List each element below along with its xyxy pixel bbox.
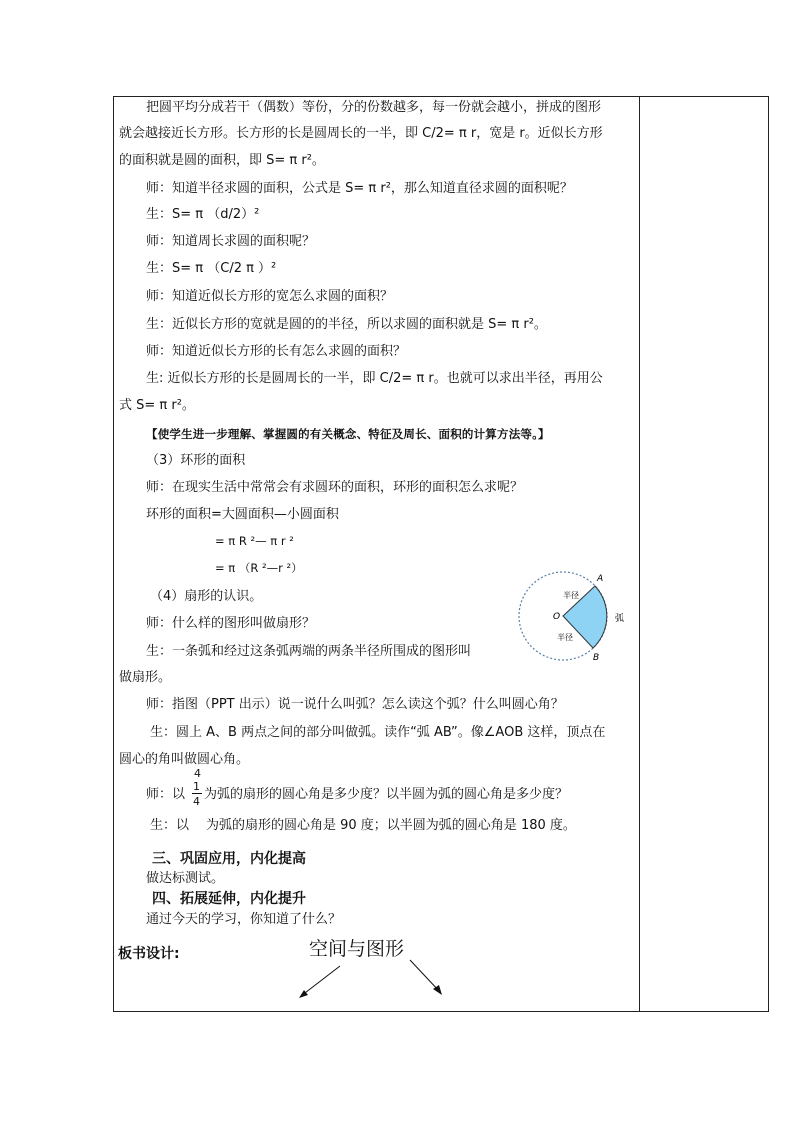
text-line: 生：S= π （C/2 π ）²: [146, 261, 277, 276]
label-radius-bottom: 半径: [557, 633, 573, 642]
right-arrow: [410, 960, 440, 992]
board-title: 空间与图形: [309, 938, 405, 960]
label-O: O: [553, 612, 561, 622]
board-design-label: 板书设计:: [118, 946, 180, 962]
text-line-start: 生：以: [150, 818, 190, 833]
sector-diagram: [517, 568, 642, 664]
text-line: 把圆平均分成若干（偶数）等份，分的份数越多，每一份就会越小，拼成的图形: [146, 100, 602, 115]
section-subtitle: （3）环形的面积: [146, 453, 246, 468]
text-line-start: 师：以: [146, 787, 186, 802]
text-line: 师：知道半径求圆的面积，公式是 S= π r²，那么知道直径求圆的面积呢？: [146, 181, 573, 196]
label-arc: 弧: [615, 614, 625, 624]
formula-line: = π （R ²—r ²）: [215, 561, 303, 575]
label-A: A: [597, 574, 604, 584]
text-line: 生：近似长方形的宽就是圆的的半径，所以求圆的面积就是 S= π r²。: [146, 317, 547, 332]
floating-denominator: 4: [194, 767, 201, 780]
section-subtitle: （4）扇形的认识。: [150, 589, 263, 604]
text-line: 做达标测试。: [146, 871, 225, 886]
text-line: 师：什么样的图形叫做扇形？: [146, 616, 316, 631]
text-line: 师：知道近似长方形的宽怎么求圆的面积？: [146, 289, 394, 304]
text-line: 就会越接近长方形。长方形的长是圆周长的一半，即 C/2= π r，宽是 r。近似长方形: [119, 126, 603, 141]
section-heading: 三、巩固应用，内化提高: [152, 851, 306, 867]
label-radius-top: 半径: [563, 591, 579, 600]
text-line-end: 为弧的扇形的圆心角是多少度？以半圆为弧的圆心角是多少度？: [204, 787, 569, 802]
text-line: 做扇形。: [119, 670, 172, 685]
fraction-denominator: 4: [193, 795, 200, 808]
teaching-note: 【使学生进一步理解、掌握圆的有关概念、特征及周长、面积的计算方法等。】: [146, 427, 550, 441]
label-B: B: [593, 653, 600, 663]
text-line: 生: 近似长方形的长是圆周长的一半，即 C/2= π r。也就可以求出半径，再用公: [146, 371, 603, 386]
text-line: 式 S= π r²。: [119, 398, 195, 413]
text-line: 生：圆上 A、B 两点之间的部分叫做弧。读作“弧 AB”。像∠AOB 这样，顶点在: [150, 725, 606, 740]
text-line: 的面积就是圆的面积，即 S= π r²。: [119, 153, 325, 168]
left-arrow: [301, 966, 340, 996]
text-line: 师：知道近似长方形的长有怎么求圆的面积？: [146, 344, 407, 359]
text-line: 师：在现实生活中常常会有求圆环的面积，环形的面积怎么求呢？: [146, 480, 524, 495]
text-line: 圆心的角叫做圆心角。: [119, 752, 250, 767]
text-line: 生：S= π （d/2）²: [146, 207, 260, 222]
fraction-numerator: 1: [193, 780, 200, 793]
text-line-end: 为弧的扇形的圆心角是 90 度；以半圆为弧的圆心角是 180 度。: [206, 818, 576, 833]
text-line: 环形的面积=大圆面积—小圆面积: [146, 507, 339, 522]
text-line: 生：一条弧和经过这条弧两端的两条半径所围成的图形叫: [146, 644, 472, 659]
text-line: 师：知道周长求圆的面积呢？: [146, 234, 316, 249]
section-heading: 四、拓展延伸，内化提升: [152, 891, 306, 907]
text-line: 师：指图（PPT 出示）说一说什么叫弧？怎么读这个弧？什么叫圆心角？: [146, 697, 564, 712]
formula-line: = π R ²— π r ²: [215, 534, 294, 548]
text-line: 通过今天的学习，你知道了什么？: [146, 912, 342, 927]
